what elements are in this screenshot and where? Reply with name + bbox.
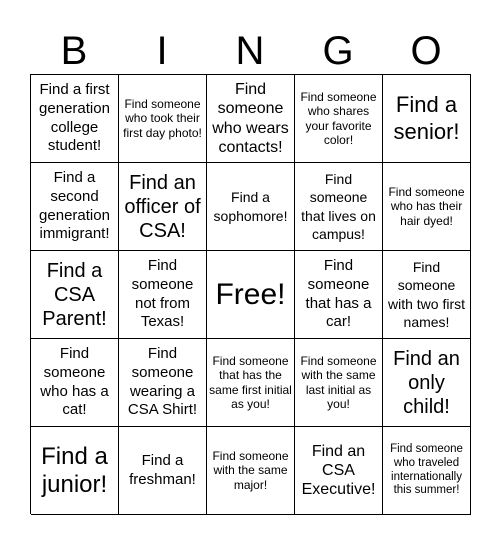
bingo-cell[interactable]: Find an officer of CSA!: [119, 163, 207, 251]
bingo-cell[interactable]: Find someone with two first names!: [383, 251, 471, 339]
title-letter-g: G: [322, 29, 354, 73]
bingo-cell[interactable]: Find someone that lives on campus!: [295, 163, 383, 251]
bingo-title: [30, 28, 470, 74]
bingo-cell[interactable]: Find someone that has a car!: [295, 251, 383, 339]
bingo-cell[interactable]: Find a freshman!: [119, 427, 207, 515]
bingo-cell[interactable]: Find someone with the same last initial as you!: [295, 339, 383, 427]
bingo-cell[interactable]: Find someone wearing a CSA Shirt!: [119, 339, 207, 427]
bingo-cell[interactable]: Find someone who traveled internationally this summer!: [383, 427, 471, 515]
bingo-cell[interactable]: Find someone who took their first day photo!: [119, 75, 207, 163]
bingo-cell[interactable]: Find a second generation immigrant!: [31, 163, 119, 251]
bingo-cell[interactable]: Find someone who has their hair dyed!: [383, 163, 471, 251]
bingo-cell[interactable]: Find a senior!: [383, 75, 471, 163]
bingo-cell[interactable]: Find a junior!: [31, 427, 119, 515]
bingo-cell[interactable]: Find someone who has a cat!: [31, 339, 119, 427]
bingo-cell[interactable]: Find a first generation college student!: [31, 75, 119, 163]
bingo-grid: [30, 74, 471, 514]
title-letter-o: O: [410, 29, 442, 73]
title-letter-i: I: [156, 29, 168, 73]
title-letter-b: B: [60, 29, 88, 73]
bingo-cell[interactable]: Find someone who wears contacts!: [207, 75, 295, 163]
bingo-cell[interactable]: Find a CSA Parent!: [31, 251, 119, 339]
free-space[interactable]: Free!: [207, 251, 295, 339]
bingo-cell[interactable]: Find someone not from Texas!: [119, 251, 207, 339]
bingo-cell[interactable]: Find someone that has the same first initial as you!: [207, 339, 295, 427]
bingo-cell[interactable]: Find someone with the same major!: [207, 427, 295, 515]
bingo-cell[interactable]: Find someone who shares your favorite color!: [295, 75, 383, 163]
title-letter-n: N: [235, 29, 265, 73]
bingo-cell[interactable]: Find a sophomore!: [207, 163, 295, 251]
bingo-cell[interactable]: Find an only child!: [383, 339, 471, 427]
bingo-cell[interactable]: Find an CSA Executive!: [295, 427, 383, 515]
